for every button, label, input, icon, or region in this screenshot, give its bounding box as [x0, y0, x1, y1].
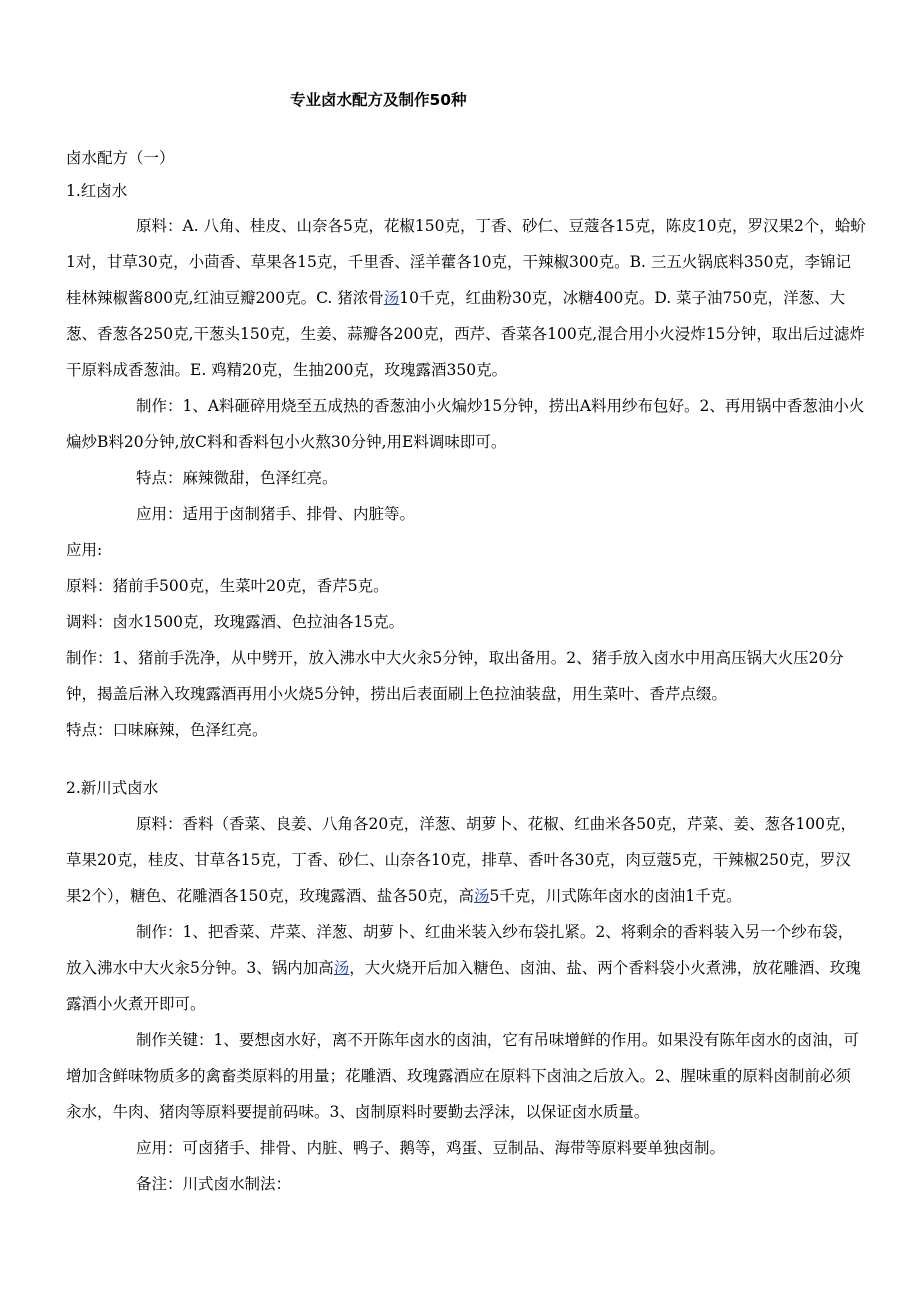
soup-link[interactable]: 汤: [383, 289, 400, 307]
recipe2-method-text-b: ，大火烧开后加入糖色、卤油、盐、两个香料袋小火煮沸，放花雕酒、玫瑰露酒小火煮开即可。: [66, 959, 861, 1013]
recipe1-ingredients-text-a: 原料：A. 八角、桂皮、山奈各5克，花椒150克，丁香、砂仁、豆蔻各15克，陈皮10克，罗汉果2个，蛤蚧1对，甘草30克，小茴香、草果各15克，千里香、淫羊藿各10克，干辣椒300克。B. 三五火锅底料350克，李锦记桂林辣椒酱800克,红油豆瓣200克。C. 猪浓骨: [66, 217, 866, 307]
recipe1-method: 制作：1、A料砸碎用烧至五成热的香葱油小火煸炒15分钟，捞出A料用纱布包好。2、再用锅中香葱油小火煸炒B料20分钟,放C料和香料包小火熬30分钟,用E料调味即可。: [66, 397, 865, 451]
application-seasoning: 调料：卤水1500克，玫瑰露酒、色拉油各15克。: [66, 613, 405, 631]
application-label: 应用:: [66, 541, 103, 559]
recipe1-heading: 1.红卤水: [66, 182, 128, 200]
recipe1-ingredients: [66, 208, 866, 388]
recipe2-method: [66, 914, 866, 1022]
recipe2-note: 备注：川式卤水制法：: [136, 1175, 292, 1193]
recipe1-feature: 特点：麻辣微甜，色泽红亮。: [136, 469, 338, 487]
recipe2-ingredients: [66, 806, 866, 914]
application-feature: 特点：口味麻辣，色泽红亮。: [66, 721, 268, 739]
recipe2-heading: 2.新川式卤水: [66, 779, 159, 797]
section-heading: 卤水配方（一）: [66, 149, 175, 167]
recipe1-usage: 应用：适用于卤制猪手、排骨、内脏等。: [136, 505, 416, 523]
soup-link[interactable]: 汤: [333, 959, 350, 977]
recipe2-key-points: 制作关键：1、要想卤水好，离不开陈年卤水的卤油，它有吊味增鲜的作用。如果没有陈年卤水的卤油，可增加含鲜味物质多的禽畜类原料的用量；花雕酒、玫瑰露酒应在原料下卤油之后放入。2、腥味重的原料卤制前必须汆水，牛肉、猪肉等原料要提前码味。3、卤制原料时要勤去浮沫，以保证卤水质量。: [66, 1031, 859, 1121]
recipe2-method-text-a: 制作：1、把香菜、芹菜、洋葱、胡萝卜、红曲米装入纱布袋扎紧。2、将剩余的香料装入另一个纱布袋，放入沸水中大火汆5分钟。3、锅内加高: [66, 923, 854, 977]
application-materials: 原料：猪前手500克，生菜叶20克，香芹5克。: [66, 577, 389, 595]
soup-link[interactable]: 汤: [473, 887, 490, 905]
recipe1-ingredients-text-b: 10千克，红曲粉30克，冰糖400克。D. 菜子油750克，洋葱、大葱、香葱各250克,干葱头150克，生姜、蒜瓣各200克，西芹、香菜各100克,混合用小火浸炸15分钟，取出后过滤炸干原料成香葱油。E. 鸡精20克，生抽200克，玫瑰露酒350克。: [66, 289, 865, 379]
recipe2-ingredients-text-b: 5千克，川式陈年卤水的卤油1千克。: [489, 887, 742, 905]
recipe2-usage: 应用：可卤猪手、排骨、内脏、鸭子、鹅等，鸡蛋、豆制品、海带等原料要单独卤制。: [136, 1139, 726, 1157]
document-title: 专业卤水配方及制作50种: [290, 91, 467, 109]
application-method: 制作：1、猪前手洗净，从中劈开，放入沸水中大火汆5分钟，取出备用。2、猪手放入卤水中用高压锅大火压20分钟，揭盖后淋入玫瑰露酒再用小火烧5分钟，捞出后表面刷上色拉油装盘，用生菜叶、香芹点缀。: [66, 649, 844, 703]
recipe2-ingredients-text-a: 原料：香料（香菜、良姜、八角各20克，洋葱、胡萝卜、花椒、红曲米各50克，芹菜、姜、葱各100克，草果20克，桂皮、甘草各15克，丁香、砂仁、山奈各10克，排草、香叶各30克，肉豆蔻5克，干辣椒250克，罗汉果2个），糖色、花雕酒各150克，玫瑰露酒、盐各50克，高: [66, 815, 857, 905]
